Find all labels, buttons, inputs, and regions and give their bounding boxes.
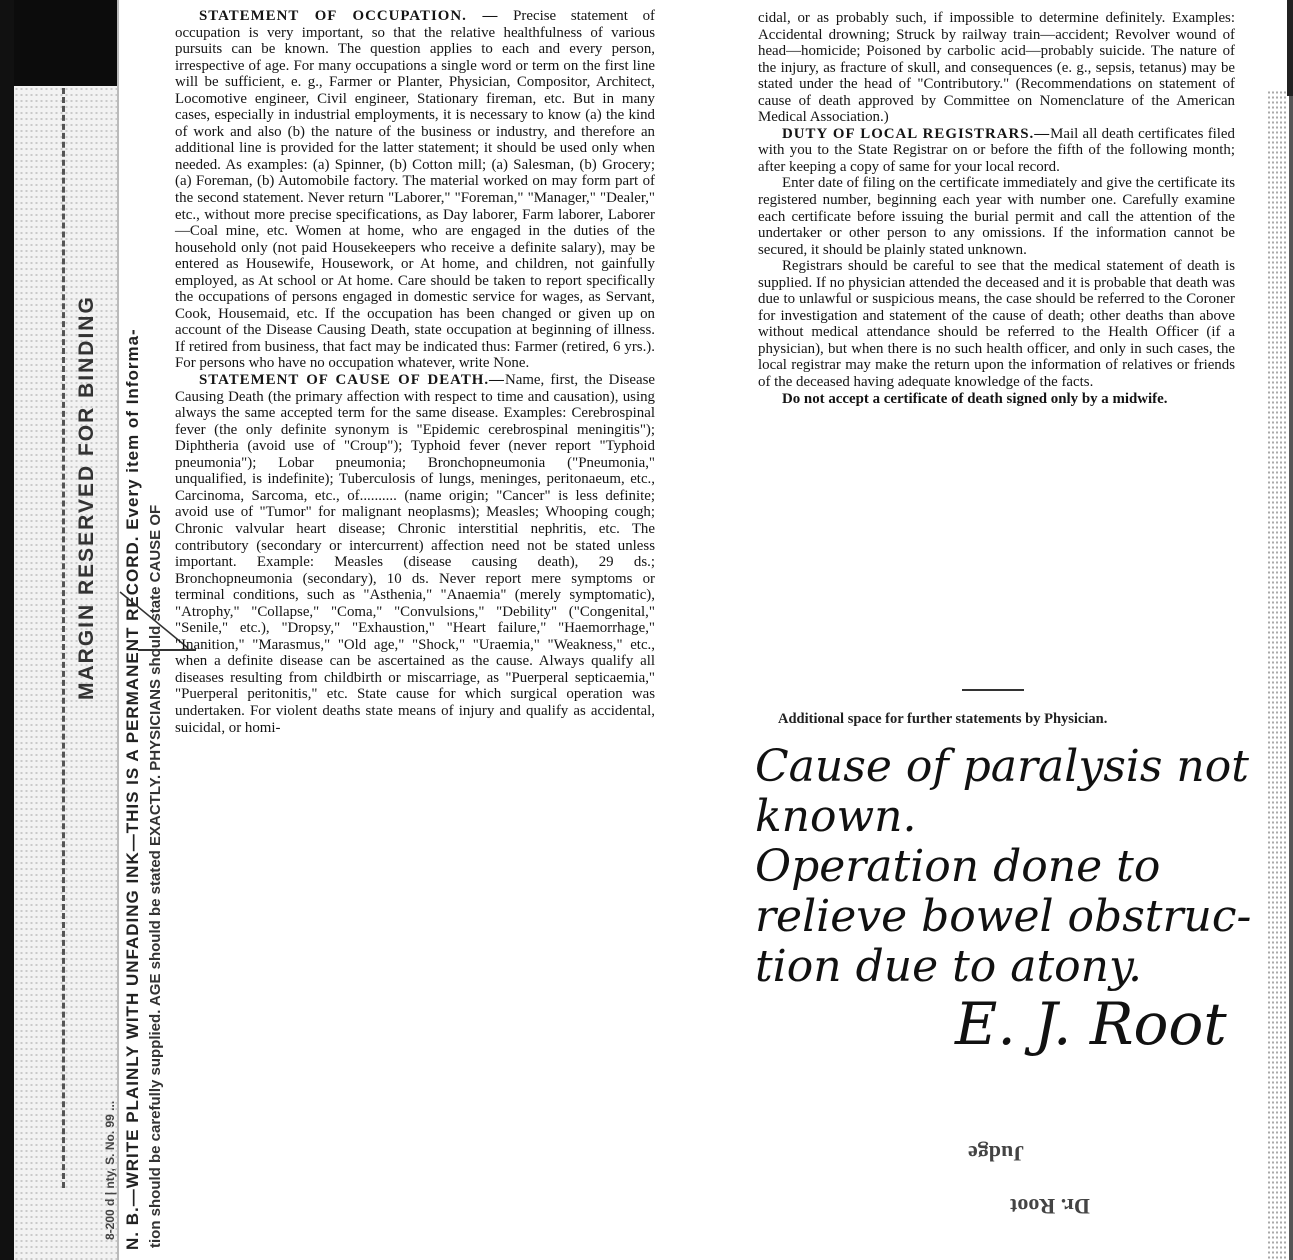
- handwriting-line: relieve bowel obstruc-: [755, 891, 1252, 942]
- section-divider: [962, 689, 1024, 691]
- additional-space-label: Additional space for further statements by Physician.: [778, 711, 1108, 727]
- physician-signature: E. J. Root: [955, 990, 1227, 1058]
- right-edge-speckle: [1267, 90, 1287, 1260]
- cause-of-death-paragraph: [175, 372, 655, 736]
- scan-black-edge: [0, 0, 14, 1260]
- duty-text: Mail all death certificates filed with you to the State Registrar on or before the fifth of the following month; after keeping a copy of same for your local record.: [758, 125, 1235, 175]
- handwriting-line: Operation done to: [755, 841, 1161, 892]
- duty-heading: DUTY OF LOCAL REGISTRARS.—: [782, 125, 1051, 142]
- occupation-heading: STATEMENT OF OCCUPATION. —: [199, 8, 499, 24]
- filing-paragraph: Enter date of filing on the certificate immediately and give the certificate its registered number, beginning each year with number one. Carefully examine each certificate before issuing the burial permit and call the attention of the undertaker or other person to any omissions. If the information cannot be secured, it should be plainly stated unknown.: [758, 175, 1235, 258]
- physician-instruction-notice: tion should be carefully supplied. AGE should be stated EXACTLY. PHYSICIANS should state CAUSE OF: [147, 504, 164, 1248]
- occupation-paragraph: [175, 8, 655, 372]
- midwife-paragraph: Do not accept a certificate of death signed only by a midwife.: [782, 390, 1168, 407]
- handwriting-line: tion due to atony.: [755, 941, 1142, 992]
- margin-binding-notice: MARGIN RESERVED FOR BINDING: [75, 295, 98, 700]
- duty-paragraph: [758, 126, 1235, 176]
- margin-dashed-line: [62, 88, 65, 1188]
- bleed-through-dr-root: Dr. Root: [1010, 1194, 1090, 1219]
- permanent-record-notice: N. B.—WRITE PLAINLY WITH UNFADING INK—THIS IS A PERMANENT RECORD. Every item of Informa-: [123, 328, 142, 1250]
- occupation-text: Precise statement of occupation is very important, so that the relative healthfulness of various pursuits can be known. The question applies to each and every person, irrespective of age. For many occupations a single word or term on the first line will be sufficient, e. g., Farmer or Planter, Physician, Compositor, Architect, Locomotive engineer, Civil engineer, Stationary fireman, etc. But in many cases, especially in industrial employments, it is necessary to know (a) the kind of work and also (b) the nature of the business or industry, and therefore an additional line is provided for the latter statement; it should be used only when needed. As examples: (a) Spinner, (b) Cotton mill; (a) Salesman, (b) Grocery; (a) Foreman, (b) Automobile factory. The material worked on may form part of the second statement. Never return "Laborer," "Foreman," "Manager," "Dealer," etc., without more precise specifications, as Day laborer, Farm laborer, Laborer—Coal mine, etc. Women at home, who are engaged in the duties of the household only (not paid Housekeepers who receive a definite salary), may be entered as Housewife, Housework, or At home, and children, not gainfully employed, as At school or At home. Care should be taken to report specifically the occupations of persons engaged in domestic service for wages, as Servant, Cook, Housemaid, etc. If the occupation has been changed or given up on account of the Disease Causing Death, state occupation at beginning of illness. If retired from business, that fact may be indicated thus: Farmer (retired, 6 yrs.). For persons who have no occupation whatever, write None.: [175, 8, 655, 372]
- cause-continued-paragraph: cidal, or as probably such, if impossible to determine definitely. Examples: Accidental drowning; Struck by railway train—accident; Revolver wound of head—homicide; Poisoned by carbolic acid—probably suicide. The nature of the injury, as fracture of skull, and consequences (e. g., sepsis, tetanus) may be stated under the head of "Contributory." (Recommendations on statement of cause of death approved by Committee on Nomenclature of the American Medical Association.): [758, 10, 1235, 126]
- right-edge-shadow: [1289, 96, 1293, 1260]
- form-code: 8-200 d | nty, S. No. 99 ...: [103, 1100, 117, 1240]
- bleed-through-judge: Judge: [968, 1141, 1025, 1166]
- handwriting-line: Cause of paralysis not: [755, 741, 1249, 792]
- scan-black-edge-right: [1287, 0, 1293, 96]
- instructions-right-column: [758, 10, 1235, 407]
- registrars-paragraph: Registrars should be careful to see that the medical statement of death is supplied. If no physician attended the deceased and it is probable that death was due to unlawful or suspicious means, the case should be referred to the Coroner for investigation and statement of the cause of death; other deaths than above without medical attendance should be referred to the Health Officer (if a physician), but when there is no such health officer, and only in such cases, the local registrar may make the return upon the information of relatives or friends of the deceased having adequate knowledge of the facts.: [758, 258, 1235, 391]
- cause-of-death-heading: STATEMENT OF CAUSE OF DEATH.—: [199, 372, 505, 389]
- handwriting-line: known.: [755, 791, 917, 842]
- cause-of-death-text: Name, first, the Disease Causing Death (the primary affection with respect to time and causation), using always the same accepted term for the same disease. Examples: Cerebrospinal fever (the only definite synonym is "Epidemic cerebrospinal meningitis"); Diphtheria (avoid use of "Croup"); Typhoid fever (never report "Typhoid pneumonia"); Lobar pneumonia; Bronchopneumonia ("Pneumonia," unqualified, is indefinite); Tuberculosis of lungs, meninges, peritonaeum, etc., Carcinoma, Sarcoma, etc., of.......... (name origin; "Cancer" is less definite; avoid use of "Tumor" for malignant neoplasms); Measles; Whooping cough; Chronic valvular heart disease; Chronic interstitial nephritis, etc. The contributory (secondary or intercurrent) affection need not be stated unless important. Example: Measles (disease causing death), 29 ds.; Bronchopneumonia (secondary), 10 ds. Never report mere symptoms or terminal conditions, such as "Asthenia," "Anaemia" (merely symptomatic), "Atrophy," "Collapse," "Coma," "Convulsions," "Debility" ("Congenital," "Senile," etc.), "Dropsy," "Exhaustion," "Heart failure," "Haemorrhage," "Inanition," "Marasmus," "Old age," "Shock," "Uraemia," "Weakness," etc., when a definite disease can be ascertained as the cause. Always qualify all diseases resulting from childbirth or miscarriage, as "Puerperal septicaemia," "Puerperal peritonitis," etc. State cause for which surgical operation was undertaken. For violent deaths state means of injury and qualify as accidental, suicidal, or homi-: [175, 372, 655, 736]
- physician-handwritten-note: [755, 742, 1275, 992]
- instructions-left-column: [175, 8, 655, 736]
